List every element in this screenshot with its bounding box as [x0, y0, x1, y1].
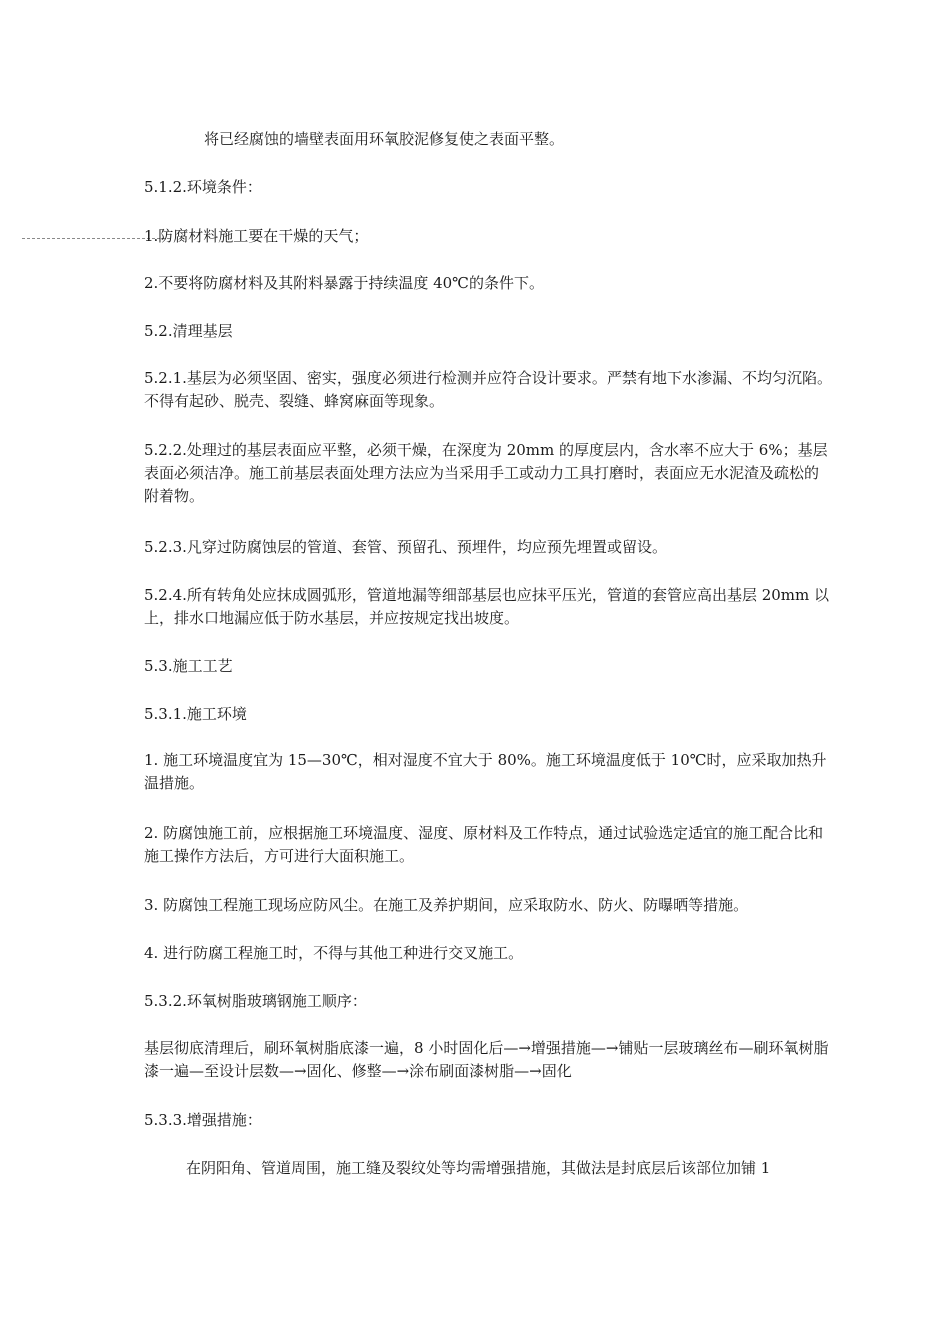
- paragraph-5-2-3: 5.2.3.凡穿过防腐蚀层的管道、套管、预留孔、预埋件，均应预先埋置或留设。: [144, 538, 667, 556]
- paragraph-5-2-1: 5.2.1.基层为必须坚固、密实，强度必须进行检测并应符合设计要求。严禁有地下水渗漏、不均匀沉陷。不得有起砂、脱壳、裂缝、蜂窝麻面等现象。: [144, 369, 832, 410]
- paragraph-sequence: 基层彻底清理后，刷环氧树脂底漆一遍，8 小时固化后—→增强措施—→铺贴一层玻璃丝布—刷环氧树脂漆一遍—至设计层数—→固化、修整—→涂布刷面漆树脂—→固化: [144, 1039, 829, 1080]
- heading-5-1-2: 5.1.2.环境条件：: [144, 178, 262, 196]
- paragraph-5-2-4: 5.2.4.所有转角处应抹成圆弧形，管道地漏等细部基层也应抹平压光，管道的套管应高出基层 20mm 以上，排水口地漏应低于防水基层，并应按规定找出坡度。: [144, 586, 830, 627]
- paragraph-5-2-2: 5.2.2.处理过的基层表面应平整，必须干燥，在深度为 20mm 的厚度层内，含水率不应大于 6%；基层表面必须洁净。施工前基层表面处理方法应为当采用手工或动力工具打磨时，表面应无水泥渣及疏松的附着物。: [144, 441, 828, 505]
- heading-5-3-1: 5.3.1.施工环境: [144, 705, 247, 723]
- list-item-env-temperature: 1. 施工环境温度宜为 15—30℃，相对湿度不宜大于 80%。施工环境温度低于 10℃时，应采取加热升温措施。: [144, 751, 827, 792]
- list-item-temperature: 2.不要将防腐材料及其附料暴露于持续温度 40℃的条件下。: [144, 274, 544, 292]
- list-item-dust-protection: 3. 防腐蚀工程施工现场应防风尘。在施工及养护期间，应采取防水、防火、防曝晒等措施。: [144, 896, 749, 914]
- paragraph-repair-wall: 将已经腐蚀的墙壁表面用环氧胶泥修复使之表面平整。: [204, 130, 565, 148]
- paragraph-reinforcement: 在阴阳角、管道周围，施工缝及裂纹处等均需增强措施，其做法是封底层后该部位加铺 1: [186, 1159, 771, 1177]
- list-item-pre-construction: 2. 防腐蚀施工前，应根据施工环境温度、湿度、原材料及工作特点，通过试验选定适宜的施工配合比和施工操作方法后，方可进行大面积施工。: [144, 824, 824, 865]
- heading-5-3-2: 5.3.2.环氧树脂玻璃钢施工顺序：: [144, 992, 367, 1010]
- list-item-dry-weather: 1.防腐材料施工要在干燥的天气；: [144, 227, 369, 245]
- heading-5-2: 5.2.清理基层: [144, 322, 233, 340]
- heading-5-3-3: 5.3.3.增强措施：: [144, 1111, 262, 1129]
- heading-5-3: 5.3.施工工艺: [144, 657, 233, 675]
- list-item-no-cross-work: 4. 进行防腐工程施工时，不得与其他工种进行交叉施工。: [144, 944, 524, 962]
